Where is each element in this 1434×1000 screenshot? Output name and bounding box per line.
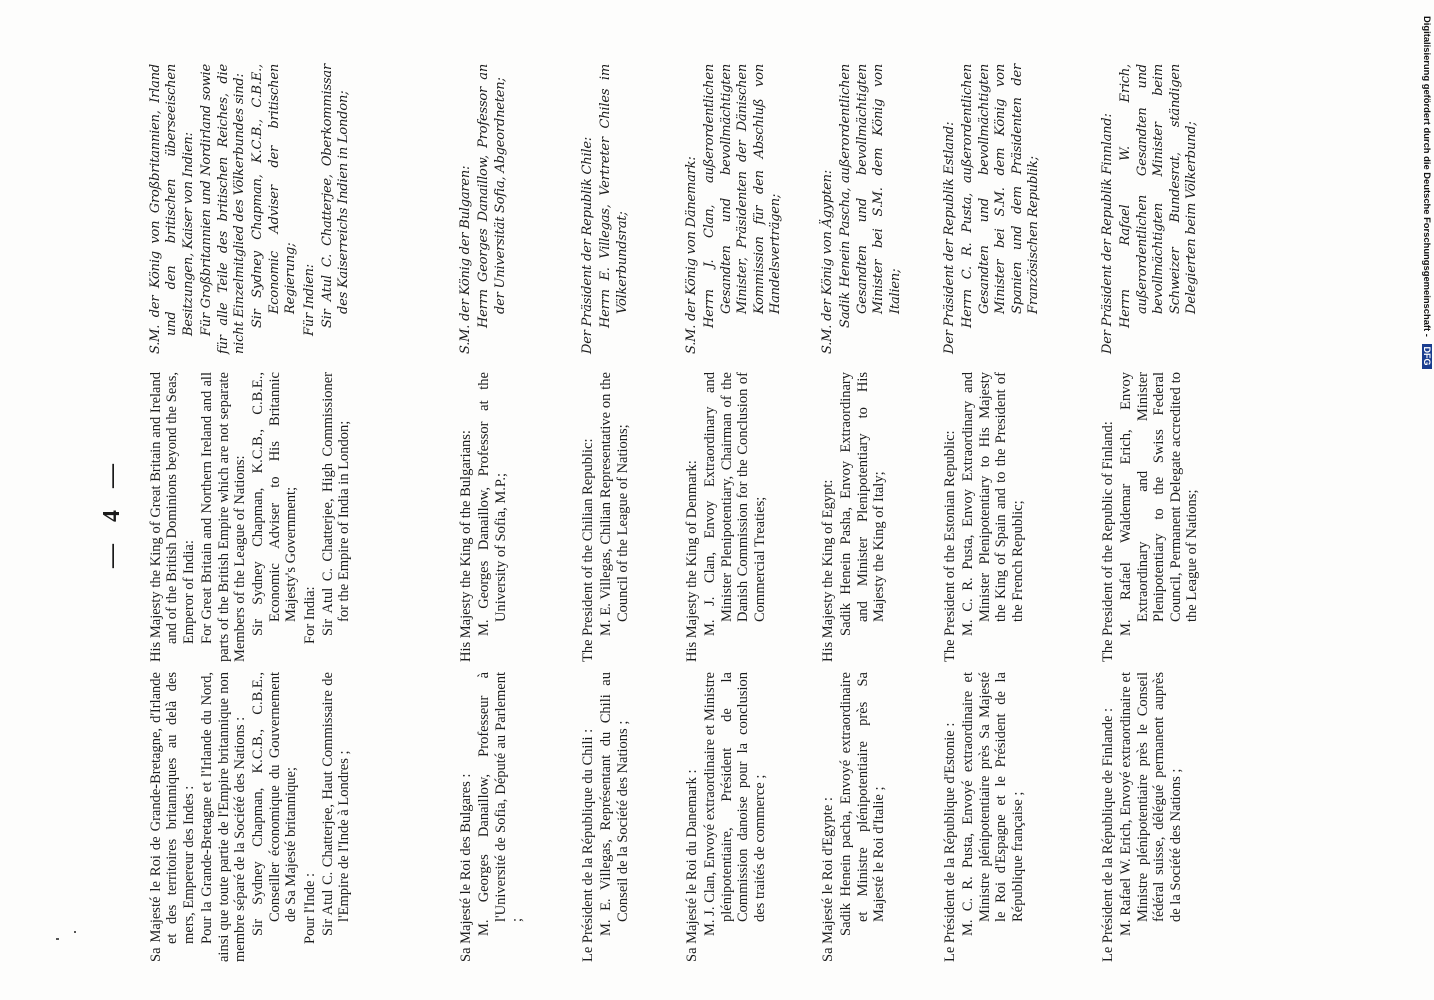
- scan-speck: [56, 938, 59, 940]
- paragraph: Pour l'Inde :: [301, 872, 318, 944]
- signatory-heading: Le Président de la République d'Estonie :: [942, 722, 958, 962]
- signatory-heading: The President of the Chilian Republic:: [580, 438, 596, 662]
- paragraph: Für Großbritannien und Nordirland sowie für alle Teile des britischen Reiches, die nicht Einzelmitglied des Völkerbundes sind:: [199, 64, 248, 354]
- plenipotentiary: Sir Sydney Chapman, K.C.B., C.B.E., Economic Adviser to His Britannic Majesty's Government;: [250, 372, 300, 636]
- signatory-heading: S.M. der König von Ägypten:: [820, 169, 835, 354]
- signatory-row-bulgaria: [458, 62, 578, 962]
- plenipotentiary: M. Rafael Waldemar Erich, Envoy Extraordinary and Minister Plenipotentiary to the Swiss Federal Council, Permanent Delegate accredited to the League of Nations;: [1118, 372, 1201, 636]
- signatory-row-denmark: [684, 62, 814, 962]
- english-column-cell: [580, 372, 631, 662]
- french-column-cell: [1100, 672, 1184, 962]
- plenipotentiary: Sir Atul C. Chatterjee, Haut Commissaire de l'Empire de l'Inde à Londres ;: [320, 672, 353, 936]
- page-number: — 4 —: [99, 456, 125, 568]
- french-column-cell: [820, 672, 888, 962]
- signatory-heading: Le Président de la République du Chili :: [580, 728, 596, 962]
- signatory-heading: Der Präsident der Republik Finnland:: [1100, 113, 1115, 354]
- credit-text: Digitalisierung gefördert durch die Deutsche Forschungsgemeinschaft -: [1422, 16, 1433, 337]
- plenipotentiary: Sadik Henein pacha, Envoyé extraordinaire et Ministre plénipotentiaire près Sa Majesté le Roi d'Italie ;: [838, 672, 888, 936]
- signatory-heading: His Majesty the King of Egypt:: [820, 479, 836, 662]
- paragraph: Für Indien:: [301, 264, 317, 336]
- signatory-row-egypt: [820, 62, 930, 962]
- plenipotentiary: M. E. Villegas, Représentant du Chili au Conseil de la Société des Nations ;: [598, 672, 631, 936]
- signatory-heading: The President of the Republic of Finland:: [1100, 421, 1116, 662]
- plenipotentiary: M. E. Villegas, Chilian Representative on the Council of the League of Nations;: [598, 372, 631, 636]
- plenipotentiary: Sir Atul C. Chatterjee, High Commissioner for the Empire of India in London;: [320, 372, 353, 636]
- german-column-cell: [942, 64, 1042, 354]
- credit-line: [1422, 16, 1433, 369]
- german-column-cell: [148, 64, 353, 354]
- plenipotentiary: Sadik Henein Pasha, Envoy Extraordinary and Minister Plenipotentiary to His Majesty the King of Italy;: [838, 372, 888, 636]
- french-column-cell: [458, 672, 526, 962]
- plenipotentiary: Sadik Henein Pascha, außerordentlichen Gesandten und bevollmächtigten Minister bei S.M. dem König von Italien;: [838, 64, 903, 328]
- french-column-cell: [580, 672, 631, 962]
- signatory-heading: Sa Majesté le Roi d'Egypte :: [820, 797, 836, 962]
- german-column-cell: [820, 64, 904, 354]
- dfg-logo-badge: DFG: [1422, 344, 1432, 369]
- plenipotentiary: Herrn Georges Danaillow, Professor an der Universität Sofia, Abgeordneten;: [476, 64, 508, 328]
- english-column-cell: [1100, 372, 1200, 662]
- signatory-row-chile: [580, 62, 680, 962]
- english-column-cell: [148, 372, 353, 662]
- plenipotentiary: M. J. Clan, Envoy Extraordinary and Minister Plenipotentiary, Chairman of the Danish Commission for the Conclusion of Commercial Treaties;: [702, 372, 768, 636]
- plenipotentiary: M. Rafael W. Erich, Envoyé extraordinaire et Ministre plénipotentiaire près le Conseil fédéral suisse, délégué permanent auprès de la Société des Nations ;: [1118, 672, 1184, 936]
- plenipotentiary: M. Georges Danaillow, Professeur à l'Université de Sofia, Député au Parlement ;: [476, 672, 526, 936]
- plenipotentiary: Sir Atul C. Chatterjee, Oberkommissar des Kaiserreichs Indien in London;: [320, 64, 352, 328]
- french-column-cell: [942, 672, 1026, 962]
- signatory-heading: Der Präsident der Republik Estland:: [942, 121, 957, 354]
- signatory-heading: Sa Majesté le Roi du Danemark :: [684, 769, 700, 962]
- german-column-cell: [684, 64, 784, 354]
- rotated-treaty-page: [100, 62, 1260, 962]
- english-column-cell: [942, 372, 1026, 662]
- english-column-cell: [458, 372, 509, 662]
- digitization-credit: [1416, 12, 1434, 392]
- scan-speck: [74, 931, 76, 933]
- plenipotentiary: Sir Sydney Chapman, K.C.B., C.B.E., Conseiller économique du Gouvernement de Sa Majesté britannique;: [250, 672, 300, 936]
- signatory-heading: Sa Majesté le Roi des Bulgares :: [458, 773, 474, 962]
- signatory-row-great-britain: [148, 62, 398, 962]
- signatory-heading: S.M. der König der Bulgaren:: [458, 165, 473, 354]
- german-column-cell: [458, 64, 509, 354]
- french-column-cell: [684, 672, 768, 962]
- paragraph: For India:: [301, 586, 318, 644]
- plenipotentiary: M. C. R. Pusta, Envoy Extraordinary and Minister Plenipotentiary to His Majesty the King of Spain and to the President of the French Republic;: [960, 372, 1026, 636]
- german-column-cell: [1100, 64, 1200, 354]
- plenipotentiary: Herrn Rafael W. Erich, außerordentlichen Gesandten und bevollmächtigten Minister beim Schweizer Bundesrat, ständigen Delegierten beim Völkerbund;: [1118, 64, 1200, 328]
- plenipotentiary: M. Georges Danaillow, Professor at the University of Sofia, M.P.;: [476, 372, 509, 636]
- plenipotentiary: M. C. R. Pusta, Envoyé extraordinaire et Ministre plénipotentiaire près Sa Majesté le Roi d'Espagne et le Président de la République française ;: [960, 672, 1026, 936]
- plenipotentiary: Sir Sydney Chapman, K.C.B., C.B.E., Economic Adviser der britischen Regierung;: [250, 64, 299, 328]
- plenipotentiary: Herrn C. R. Pusta, außerordentlichen Gesandten und bevollmächtigten Minister bei S.M. dem König von Spanien und dem Präsidenten der Französischen Republik;: [960, 64, 1042, 328]
- paragraph: Pour la Grande-Bretagne et l'Irlande du Nord, ainsi que toute partie de l'Empire britannique non membre séparé de la Société des Nations :: [199, 672, 249, 962]
- plenipotentiary: Herrn J. Clan, außerordentlichen Gesandten und bevollmächtigten Minister, Präsidenten der Dänischen Kommission für den Abschluß von Handelsverträgen;: [702, 64, 784, 328]
- signatory-heading: Le Président de la République de Finlande :: [1100, 707, 1116, 962]
- signatory-heading: Der Präsident der Republik Chile:: [580, 136, 595, 354]
- plenipotentiary: M. J. Clan, Envoyé extraordinaire et Ministre plénipotentiaire, Président de la Commission danoise pour la conclusion des traités de commerce ;: [702, 672, 768, 936]
- signatory-heading: The President of the Estonian Republic:: [942, 430, 958, 662]
- german-column-cell: [580, 64, 631, 354]
- signatory-row-estonia: [942, 62, 1082, 962]
- english-column-cell: [684, 372, 768, 662]
- signatory-row-finland: [1100, 62, 1255, 962]
- english-column-cell: [820, 372, 888, 662]
- signatory-heading: His Majesty the King of Great Britain and Ireland and of the British Dominions beyond the Seas, Emperor of India:: [148, 372, 197, 662]
- signatory-heading: His Majesty the King of Denmark:: [684, 460, 700, 662]
- plenipotentiary: Herrn E. Villegas, Vertreter Chiles im Völkerbundsrat;: [598, 64, 630, 328]
- signatory-heading: S.M. der König von Großbritannien, Irland und den britischen überseeischen Besitzungen, Kaiser von Indien:: [148, 64, 196, 354]
- signatory-heading: S.M. der König von Dänemark:: [684, 156, 699, 354]
- signatory-heading: His Majesty the King of the Bulgarians:: [458, 430, 474, 662]
- signatory-heading: Sa Majesté le Roi de Grande-Bretagne, d'Irlande et des territoires britanniques au delà des mers, Empereur des Indes :: [148, 672, 197, 962]
- french-column-cell: [148, 672, 353, 962]
- paragraph: For Great Britain and Northern Ireland and all parts of the British Empire which are not separate Members of the League of Nations:: [199, 372, 249, 662]
